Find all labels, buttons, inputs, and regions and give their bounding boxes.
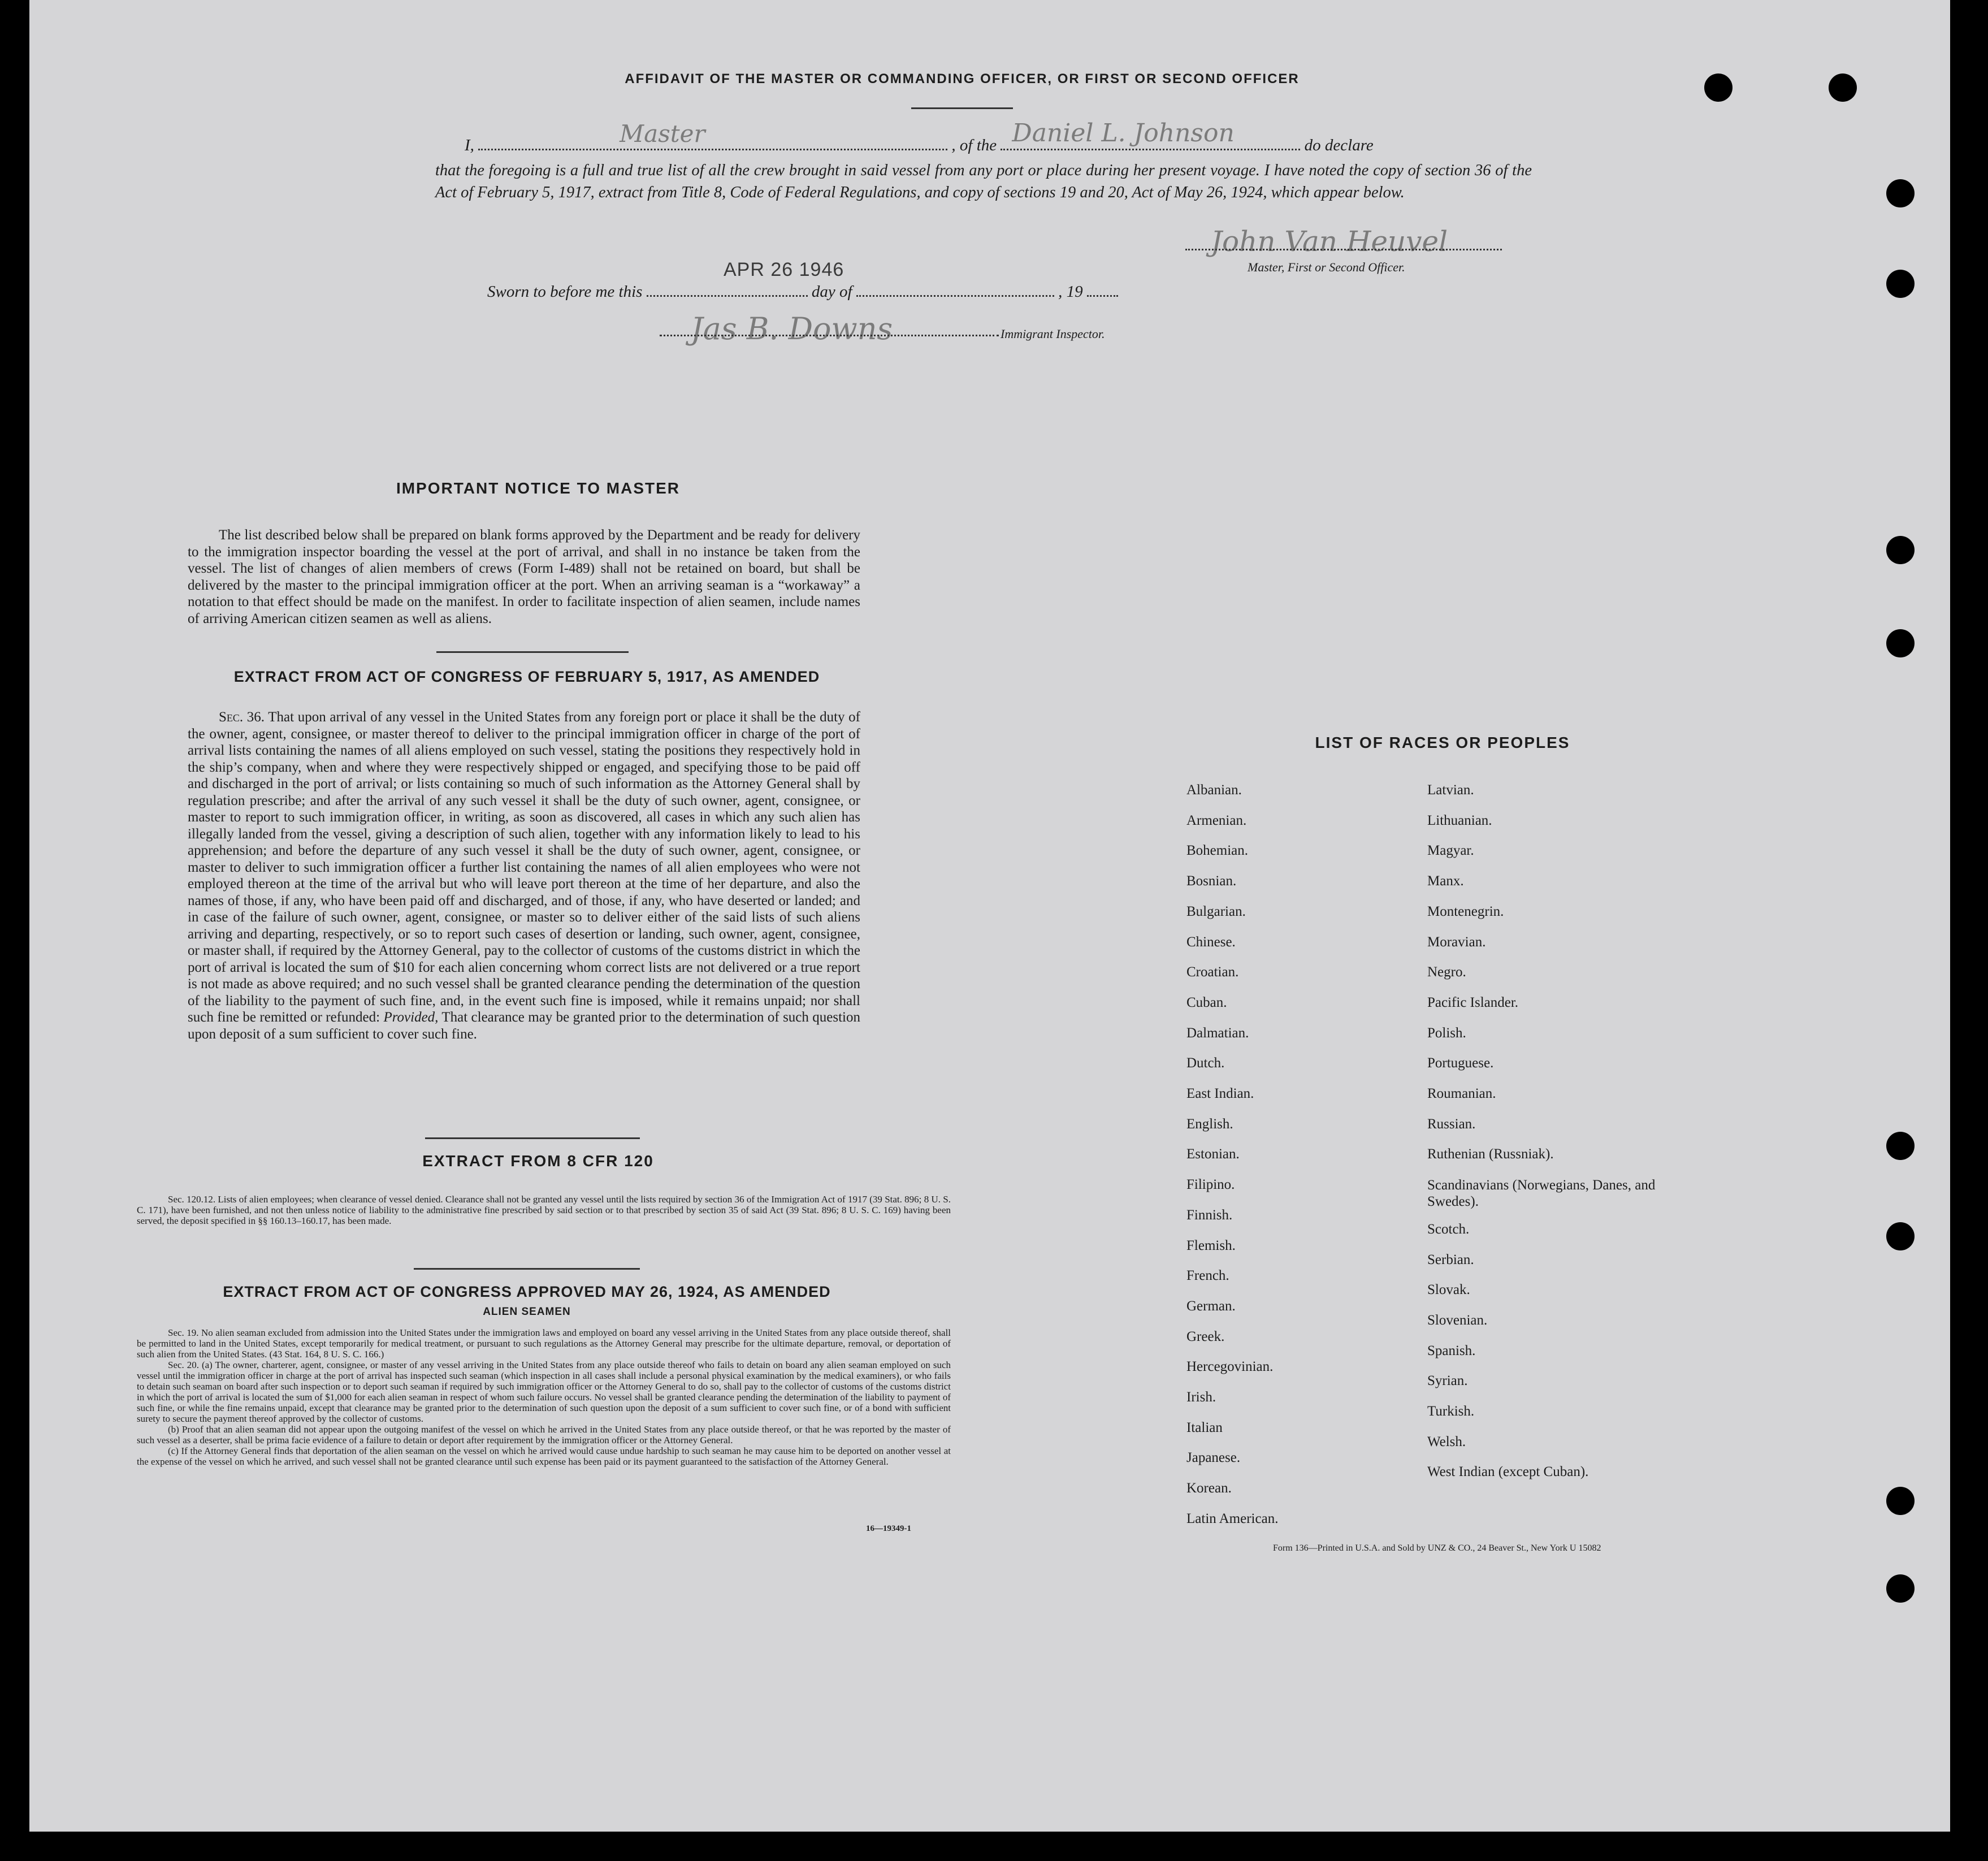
handwritten-vessel: Daniel L. Johnson [1012,119,1235,148]
sworn-day-label: day of [811,283,852,301]
notice-text: The list described below shall be prepared on blank forms approved by the Department and be ready for delivery to the immigration inspector boarding the vessel at the port of arrival, and shall in no instance be taken from the vessel. The list of changes of alien members of crews (Form I-489) shall not be retained on board, but shall be delivered by the master to the principal immigration officer at the port. When an arriving seaman is a “workaway” a notation to that effect should be made on the manifest. In order to facilitate inspection of alien seamen, include names of arriving American citizen seamen as well as aliens. [188,527,860,626]
sworn-month-field [856,278,1054,297]
binder-hole [1886,179,1915,207]
extract-1917-title: EXTRACT FROM ACT OF CONGRESS OF FEBRUARY 5, 1917, AS AMENDED [233,668,820,685]
race-item: Italian [1186,1419,1223,1435]
section-rule [436,651,629,653]
sworn-day-field [647,278,808,297]
binder-hole [1886,536,1915,564]
race-item: Moravian. [1427,934,1486,950]
section-rule [414,1268,640,1270]
vessel-prefix: , of the [951,136,997,154]
binder-hole [1886,1132,1915,1160]
race-item: French. [1186,1268,1229,1284]
extract-cfr-title: EXTRACT FROM 8 CFR 120 [422,1152,654,1170]
section-20b-text: (b) Proof that an alien seaman did not appear upon the outgoing manifest of the vessel on which he arrived in the United States from any place outside thereof, or that he was reported by the master of such vessel as a deserter, shall be prima facie evidence of a failure to detain or deport after requirement by the immigration officer or the Attorney General. [137,1424,951,1445]
master-signature-line [1185,249,1502,250]
inspector-caption: Immigrant Inspector. [1001,327,1105,341]
race-item: Dutch. [1186,1055,1225,1071]
race-item: Flemish. [1186,1237,1236,1253]
race-item: Korean. [1186,1481,1232,1496]
race-item: Manx. [1427,873,1464,889]
section-36-label: Sec. 36. [219,709,265,725]
race-item: Latin American. [1186,1511,1279,1526]
race-item: Syrian. [1427,1373,1468,1389]
race-item: Roumanian. [1427,1086,1496,1101]
race-item: Welsh. [1427,1434,1466,1449]
race-item: Bosnian. [1186,873,1237,889]
race-item: Estonian. [1186,1146,1240,1162]
extract-1917-text [188,709,860,1042]
race-item: Ruthenian (Russniak). [1427,1146,1554,1162]
race-item: Bohemian. [1186,843,1249,859]
inspector-signature-line [660,335,999,336]
race-item: Spanish. [1427,1343,1476,1358]
race-item: Negro. [1427,964,1466,980]
race-item: Montenegrin. [1427,903,1504,919]
sworn-line [487,278,1118,301]
race-item: Lithuanian. [1427,812,1492,828]
affidavit-title: AFFIDAVIT OF THE MASTER OR COMMANDING OFFICER, OR FIRST OR SECOND OFFICER [625,71,1300,86]
handwritten-declarant: Master [620,120,705,148]
race-item: Hercegovinian. [1186,1359,1274,1375]
declarant-line [478,120,947,150]
race-item: Finnish. [1186,1207,1233,1223]
sworn-year-label: , 19 [1058,283,1083,301]
section-36-text: That upon arrival of any vessel in the United States from any foreign port or place it shall be the duty of the owner, agent, consignee, or master thereof to deliver to the principal immigration officer in charge of the port of arrival lists containing the names of all aliens employed on such vessel, stating the positions they respectively hold in the ship’s company, when and where they were respectively shipped or engaged, and specifying those to be paid off and discharged in the port of arrival; or lists containing so much of such information as the Attorney General shall by regulation prescribe; and after the arrival of any such vessel it shall be the duty of such owner, agent, consignee, or master to report to such immigration officer, in writing, as soon as discovered, all cases in which any such alien has illegally landed from the vessel, giving a description of such alien, together with any information likely to lead to his apprehension; and before the departure of any such vessel it shall be the duty of such owner, agent, consignee, or master to deliver to such immigration officer a further list containing the names of all alien employees who were not employed thereon at the time of the arrival but who will leave port thereon at the time of her departure, and also the names of those, if any, who have been paid off and discharged, and of those, if any, who have deserted or landed; and in case of the failure of such owner, agent, consignee, or master so to deliver either of the said lists of such aliens arriving and departing, respectively, or so to report such cases of desertion or landing, such owner, agent, consignee, or master shall, if required by the Attorney General, pay to the collector of customs of the customs district in which the port of arrival is located the sum of $10 for each alien concerning whom correct lists are not delivered or a true report is not made as above required; and no such vessel shall be granted clearance pending the determination of the question of the liability to the payment of such fine, and, in the event such fine is imposed, while it remains unpaid; nor shall such fine be remitted or refunded: [188,709,860,1025]
race-item: Bulgarian. [1186,903,1246,919]
master-signature-caption: Master, First or Second Officer. [1248,260,1405,274]
race-item: Serbian. [1427,1252,1474,1267]
race-item: Japanese. [1186,1450,1241,1466]
affidavit-body: that the foregoing is a full and true list of all the crew brought in said vessel from any port or place during her present voyage. I have noted the copy of section 36 of the Act of February 5, 1917, extract from Title 8, Code of Federal Regulations, and copy of sections 19 and 20, Act of May 26, 1924, which appear below. [435,162,1532,201]
race-item: Filipino. [1186,1177,1235,1193]
binder-hole [1886,1222,1915,1250]
master-signature: John Van Heuvel [1211,225,1448,258]
extract-1924-title: EXTRACT FROM ACT OF CONGRESS APPROVED MAY 26, 1924, AS AMENDED [223,1283,831,1300]
binder-hole [1886,1487,1915,1515]
title-rule [911,107,1013,109]
race-item: East Indian. [1186,1086,1254,1101]
declare-suffix: do declare [1304,136,1374,154]
affidavit-declaration-line [465,119,1539,155]
race-item: Chinese. [1186,934,1236,950]
extract-1924-subtitle: ALIEN SEAMEN [483,1306,571,1318]
race-item: West Indian (except Cuban). [1427,1464,1589,1480]
race-item: Irish. [1186,1390,1216,1405]
binder-hole [1886,629,1915,657]
race-item: Scandinavians (Norwegians, Danes, and Swedes). [1427,1178,1656,1210]
vessel-line [1001,119,1300,150]
section-20c-text: (c) If the Attorney General finds that deportation of the alien seaman on the vessel on which he arrived would cause undue hardship to such seaman he may cause him to be deported on another vessel at the expense of the vessel on which he arrived, and such vessel shall not be granted clearance until such expense has been paid or its payment guaranteed to the satisfaction of the Attorney General. [137,1445,951,1467]
printer-imprint: Form 136—Printed in U.S.A. and Sold by UNZ & CO., 24 Beaver St., New York U 15082 [1273,1543,1601,1553]
race-item: Scotch. [1427,1221,1470,1237]
declarant-prefix: I, [465,136,474,154]
extract-cfr-text: Sec. 120.12. Lists of alien employees; when clearance of vessel denied. Clearance shall not be granted any vessel until the lists required by section 36 of the Immigration Act of 1917 (39 Stat. 896; 8 U. S. C. 171), have been furnished, and not then unless notice of liability to the administrative fine prescribed by said section or to that prescribed by section 35 of said Act (39 Stat. 896; 8 U. S. C. 169) having been served, the deposit specified in §§ 160.13–160.17, has been made. [137,1194,951,1226]
section-19-text: Sec. 19. No alien seaman excluded from admission into the United States under the immigration laws and employed on board any vessel arriving in the United States from any place outside thereof, shall be permitted to land in the United States, except temporarily for medical treatment, or pursuant to such regulations as the Attorney General may prescribe for the ultimate departure, removal, or deportation of such alien from the United States. (43 Stat. 164, 8 U. S. C. 166.) [137,1327,951,1360]
proviso-label: Provided, [383,1010,439,1025]
race-item: English. [1186,1116,1233,1132]
binder-hole [1886,1574,1915,1603]
notice-title: IMPORTANT NOTICE TO MASTER [396,479,681,497]
race-item: Armenian. [1186,812,1247,828]
inspector-signature: Jas B. Downs [691,311,893,347]
binder-hole [1829,73,1857,102]
race-item: Turkish. [1427,1404,1475,1419]
race-item: Russian. [1427,1116,1476,1132]
race-item: German. [1186,1298,1236,1314]
race-item: Slovenian. [1427,1312,1488,1328]
form-code: 16—19349-1 [866,1524,911,1533]
sworn-prefix: Sworn to before me this [487,283,643,301]
race-item: Portuguese. [1427,1055,1494,1071]
binder-hole [1704,73,1733,102]
proviso-text: That clearance may be granted prior to the determination of such question upon deposit of a sum sufficient to cover such fine. [188,1010,860,1042]
race-item: Albanian. [1186,782,1242,798]
races-title: LIST OF RACES OR PEOPLES [1315,734,1570,751]
race-item: Magyar. [1427,843,1474,859]
race-item: Croatian. [1186,964,1239,980]
section-20a-text: Sec. 20. (a) The owner, charterer, agent, consignee, or master of any vessel arriving in the United States from any place outside thereof who fails to detain on board any alien seaman employed on such vessel until the immigration officer in charge at the port of arrival has inspected such seaman (which inspection in all cases shall include a personal physical examination by the medical examiners), or who fails to detain such seaman on board after such inspection or to deport such seaman if required by such immigration officer or the Attorney General to do so, shall pay to the collector of customs of the customs district in which the port of arrival is located the sum of $1,000 for each alien seaman in respect of whom such failure occurs. No vessel shall be granted clearance pending the determination of the liability to payment of such fine, or while the fine remains unpaid, except that clearance may be granted prior to the determination of such question upon the deposit of a sum sufficient to cover such fine, or of a bond with sufficient surety to secure the payment thereof approved by the collector of customs. [137,1360,951,1424]
section-rule [425,1137,640,1139]
race-item: Slovak. [1427,1282,1470,1298]
sworn-year-field [1087,278,1118,297]
date-stamp: APR 26 1946 [724,259,844,280]
document-page [29,0,1950,1832]
race-item: Greek. [1186,1328,1225,1344]
race-item: Dalmatian. [1186,1025,1249,1041]
race-item: Latvian. [1427,782,1474,798]
extract-1924-text [137,1327,951,1467]
race-item: Pacific Islander. [1427,994,1519,1010]
race-item: Cuban. [1186,994,1227,1010]
binder-hole [1886,270,1915,298]
race-item: Polish. [1427,1025,1466,1041]
